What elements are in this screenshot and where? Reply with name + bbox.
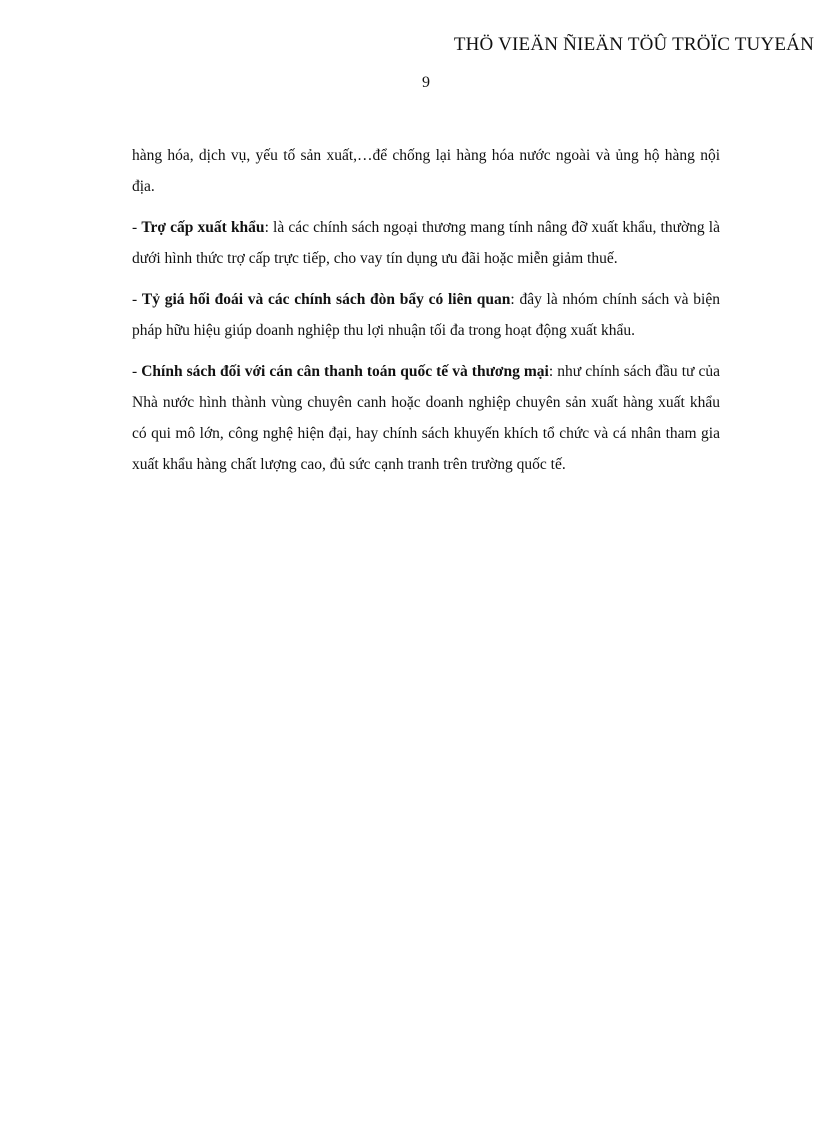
paragraph-text: : là các chính sách ngoại thương mang tính nâng đỡ xuất khẩu, thường là dưới hình thức trợ cấp trực tiếp, cho vay tín dụng ưu đãi hoặc miễn giảm thuế. (132, 219, 720, 267)
paragraph-prefix: - (132, 363, 142, 380)
paragraph-continuation (132, 140, 720, 202)
paragraph-exchange-rate (132, 284, 720, 346)
paragraph-balance-of-payments (132, 356, 720, 480)
paragraph-export-subsidy (132, 212, 720, 274)
paragraph-text: : như chính sách đầu tư của Nhà nước hình thành vùng chuyên canh hoặc doanh nghiệp chuyên sản xuất hàng xuất khẩu có qui mô lớn, công nghệ hiện đại, hay chính sách khuyến khích tổ chức và cá nhân tham gia xuất khẩu hàng chất lượng cao, đủ sức cạnh tranh trên trường quốc tế. (132, 363, 721, 473)
paragraph-prefix: - (132, 291, 142, 308)
paragraph-text: hàng hóa, dịch vụ, yếu tố sản xuất,…để chống lại hàng hóa nước ngoài và ủng hộ hàng nội địa. (132, 147, 720, 195)
paragraph-text: : đây là nhóm chính sách và biện pháp hữu hiệu giúp doanh nghiệp thu lợi nhuận tối đa trong hoạt động xuất khẩu. (132, 291, 720, 339)
paragraph-prefix: - (132, 219, 142, 236)
library-header: THÖ VIEÄN ÑIEÄN TÖÛ TRÖÏC TUYEÁN (453, 34, 814, 55)
paragraph-heading: Trợ cấp xuất khẩu (141, 219, 265, 236)
document-body (132, 140, 720, 490)
paragraph-heading: Tỷ giá hối đoái và các chính sách đòn bẩy có liên quan (141, 291, 511, 308)
page-number: 9 (422, 74, 430, 91)
paragraph-heading: Chính sách đối với cán cân thanh toán quốc tế và thương mại (141, 363, 549, 380)
